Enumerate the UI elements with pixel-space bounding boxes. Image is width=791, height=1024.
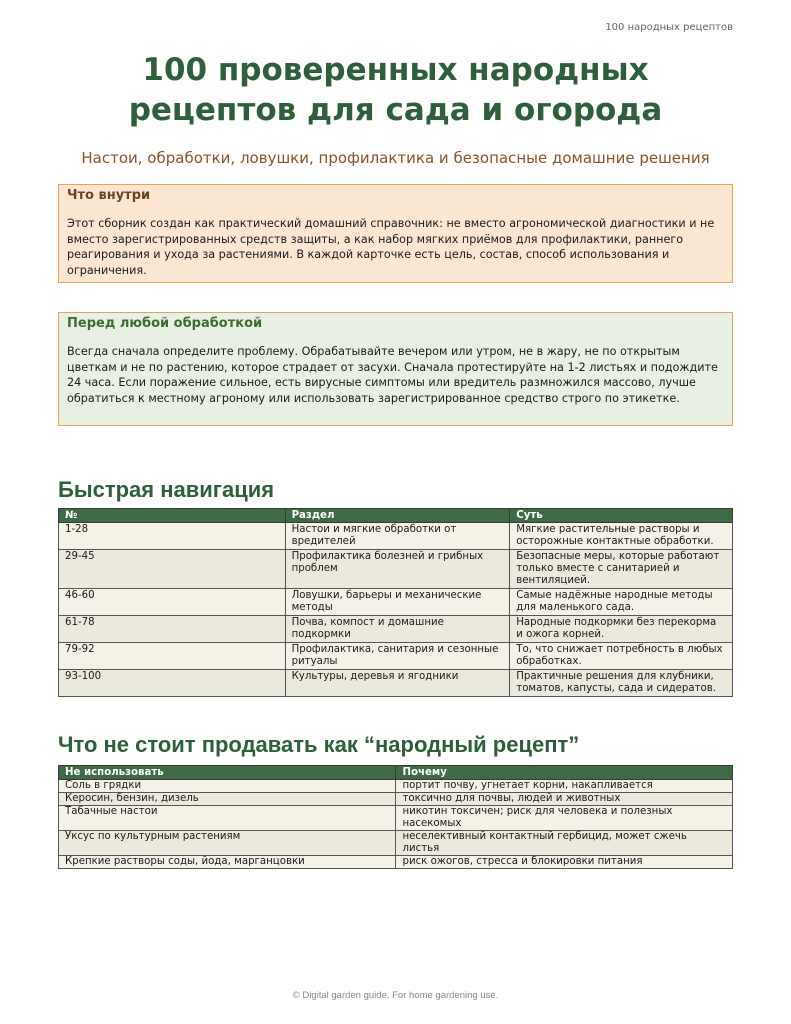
table-cell: Керосин, бензин, дизель [59,793,396,806]
table-row [59,856,733,869]
before-treatment-callout [58,312,733,426]
column-header: № [59,509,286,523]
running-header: 100 народных рецептов [605,22,733,33]
table-row [59,616,733,643]
table-cell: Крепкие растворы соды, йода, марганцовки [59,856,396,869]
table-cell: То, что снижает потребность в любых обработках. [510,643,733,670]
column-header: Почему [396,766,733,780]
title-line-1: 100 проверенных народных [142,52,649,88]
table-cell: портит почву, угнетает корни, накапливается [396,780,733,793]
column-header: Суть [510,509,733,523]
table-cell: 79-92 [59,643,286,670]
table-cell: Практичные решения для клубники, томатов, капусты, сада и сидератов. [510,670,733,697]
table-cell: токсично для почвы, людей и животных [396,793,733,806]
table-cell: 61-78 [59,616,286,643]
table-cell: Соль в грядки [59,780,396,793]
table-row [59,831,733,856]
table-row [59,670,733,697]
table-row [59,589,733,616]
page-title [0,50,791,130]
table-cell: Профилактика болезней и грибных проблем [285,550,510,589]
table-cell: Почва, компост и домашние подкормки [285,616,510,643]
column-header: Не использовать [59,766,396,780]
table-header-row [59,509,733,523]
do-not-use-heading: Что не стоит продавать как “народный рецепт” [58,732,580,757]
before-treatment-title: Перед любой обработкой [67,316,263,331]
title-line-2: рецептов для сада и огорода [128,92,663,128]
inside-callout-title: Что внутри [67,188,151,203]
table-row [59,643,733,670]
table-cell: Профилактика, санитария и сезонные ритуалы [285,643,510,670]
table-row [59,780,733,793]
table-cell: Народные подкормки без перекорма и ожога корней. [510,616,733,643]
table-row [59,806,733,831]
quick-navigation-heading: Быстрая навигация [58,477,275,502]
table-cell: никотин токсичен; риск для человека и полезных насекомых [396,806,733,831]
table-cell: Самые надёжные народные методы для маленького сада. [510,589,733,616]
table-cell: риск ожогов, стресса и блокировки питания [396,856,733,869]
quick-navigation-table [58,508,733,697]
table-cell: 93-100 [59,670,286,697]
table-row [59,550,733,589]
table-cell: Безопасные меры, которые работают только вместе с санитарией и вентиляцией. [510,550,733,589]
table-cell: 1-28 [59,523,286,550]
table-cell: Ловушки, барьеры и механические методы [285,589,510,616]
do-not-use-table [58,765,733,869]
page-footer: © Digital garden guide. For home gardening use. [292,990,499,1001]
before-treatment-text: Всегда сначала определите проблему. Обрабатывайте вечером или утром, не в жару, не по открытым цветкам и не по растению, которое страдает от засухи. Сначала протестируйте на 1-2 листьях и подождите 24 часа. Если поражение сильное, есть вирусные симптомы или вредитель размножился массово, лучше обратиться к местному агроному или использовать зарегистрированное средство строго по этикетке. [67,345,718,405]
table-cell: Табачные настои [59,806,396,831]
table-cell: Уксус по культурным растениям [59,831,396,856]
column-header: Раздел [285,509,510,523]
page-subtitle: Настои, обработки, ловушки, профилактика и безопасные домашние решения [81,149,710,167]
table-cell: Настои и мягкие обработки от вредителей [285,523,510,550]
table-row [59,793,733,806]
table-header-row [59,766,733,780]
inside-callout-text: Этот сборник создан как практический домашний справочник: не вместо агрономической диагностики и не вместо зарегистрированных средств защиты, а как набор мягких приёмов для профилактики, раннего реагирования и ухода за растениями. В каждой карточке есть цель, состав, способ использования и ограничения. [67,217,715,277]
table-cell: 46-60 [59,589,286,616]
table-cell: Мягкие растительные растворы и осторожные контактные обработки. [510,523,733,550]
table-cell: неселективный контактный гербицид, может сжечь листья [396,831,733,856]
table-cell: 29-45 [59,550,286,589]
table-row [59,523,733,550]
inside-callout [58,184,733,283]
table-cell: Культуры, деревья и ягодники [285,670,510,697]
